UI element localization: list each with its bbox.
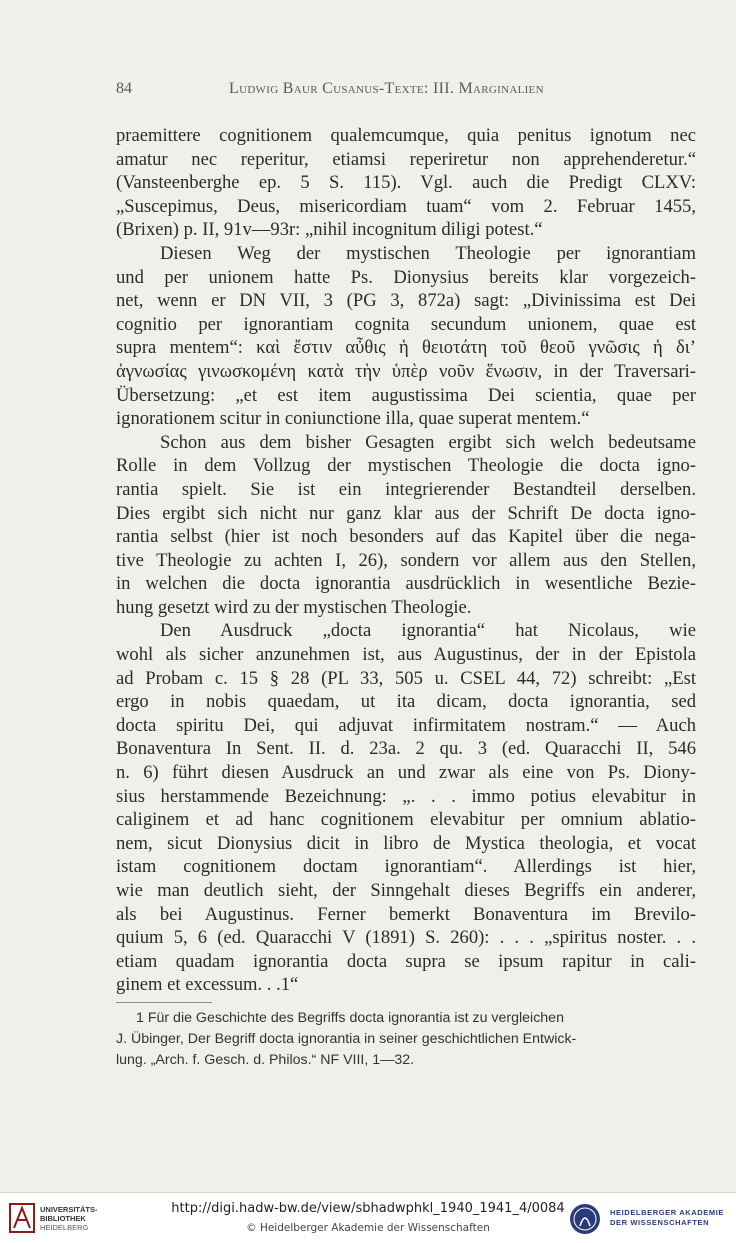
text-line: „Suscepimus, Deus, misericordiam tuam“ vom 2. Februar 1455, bbox=[116, 195, 696, 217]
text-line: Übersetzung: „et est item augustissima Dei scientia, quae per bbox=[116, 384, 696, 406]
text-line: Den Ausdruck „docta ignorantia“ hat Nicolaus, wie bbox=[160, 620, 696, 642]
text-line: Schon aus dem bisher Gesagten ergibt sich welch bedeutsame bbox=[160, 431, 696, 453]
text-line: ergo in nobis quaedam, ut ita dicam, docta ignorantia, sed bbox=[116, 691, 696, 713]
text-line: cognitio per ignorantiam cognita secundum unionem, quae est bbox=[116, 313, 696, 335]
body-text bbox=[116, 124, 696, 997]
text-line: hung gesetzt wird zu der mystischen Theologie. bbox=[116, 596, 472, 618]
page-number: 84 bbox=[116, 80, 132, 97]
text-line: supra mentem“: καὶ ἔστιν αὖθις ἡ θειοτάτη τοῦ θεοῦ γνῶσις ἡ δι’ bbox=[116, 337, 696, 359]
text-line: etiam quadam ignorantia docta supra se ipsum rapitur in cali- bbox=[116, 950, 696, 972]
footnotes bbox=[116, 1008, 696, 1071]
text-line: docta spiritu Dei, qui adjuvat infirmitatem nostram.“ — Auch bbox=[116, 714, 696, 736]
text-line: tive Theologie zu achten I, 26), sondern vor allem aus den Stellen, bbox=[116, 549, 696, 571]
text-line: als bei Augustinus. Ferner bemerkt Bonaventura im Brevilo- bbox=[116, 903, 696, 925]
text-line: rantia selbst (hier ist noch besonders auf das Kapitel über die nega- bbox=[116, 526, 696, 548]
text-line: (Vansteenberghe ep. 5 S. 115). Vgl. auch die Predigt CLXV: bbox=[116, 172, 696, 194]
footnote-divider bbox=[116, 1002, 212, 1003]
text-line: caliginem et ad hanc cognitionem elevabitur per omnium ablatio- bbox=[116, 809, 696, 831]
text-line: ad Probam c. 15 § 28 (PL 33, 505 u. CSEL 44, 72) schreibt: „Est bbox=[116, 667, 696, 689]
footnote-line: lung. „Arch. f. Gesch. d. Philos.“ NF VIII, 1—32. bbox=[116, 1052, 415, 1068]
text-line: und per unionem hatte Ps. Dionysius bereits klar vorgezeich- bbox=[116, 266, 696, 288]
text-line: ignorationem scitur in coniunctione illa, quae superat mentem.“ bbox=[116, 408, 590, 430]
text-line: quium 5, 6 (ed. Quaracchi V (1891) S. 260): . . . „spiritus noster. . . bbox=[116, 927, 696, 949]
text-line: sius herstammende Bezeichnung: „. . . immo potius elevabitur in bbox=[116, 785, 696, 807]
running-title: Ludwig Baur Cusanus-Texte: III. Marginalien bbox=[229, 80, 544, 97]
text-line: Rolle in dem Vollzug der mystischen Theologie die docta igno- bbox=[116, 455, 696, 477]
text-line: Diesen Weg der mystischen Theologie per ignorantiam bbox=[160, 242, 696, 264]
text-line: ἀγνωσίας γινωσκομένη κατὰ τὴν ὑπὲρ νοῦν ἕνωσιν, in der Traversari- bbox=[116, 360, 696, 382]
academy-name: HEIDELBERGER AKADEMIE DER WISSENSCHAFTEN bbox=[610, 1208, 724, 1227]
footnote-line: 1 Für die Geschichte des Begriffs docta ignorantia ist zu vergleichen bbox=[136, 1010, 564, 1026]
text-line: istam cognitionem doctam ignorantiam“. Allerdings ist hier, bbox=[116, 856, 696, 878]
text-line: Bonaventura In Sent. II. d. 23a. 2 qu. 3 (ed. Quaracchi II, 546 bbox=[116, 738, 696, 760]
text-line: wohl als sicher anzunehmen ist, aus Augustinus, der in der Epistola bbox=[116, 644, 696, 666]
text-line: wie man deutlich sieht, der Sinngehalt dieses Begriffs ein anderer, bbox=[116, 880, 696, 901]
text-line: Dies ergibt sich nicht nur ganz klar aus der Schrift De docta igno- bbox=[116, 502, 696, 524]
copyright-notice: © Heidelberger Akademie der Wissenschaften bbox=[246, 1222, 490, 1234]
text-line: n. 6) führt diesen Ausdruck an und zwar als eine von Ps. Diony- bbox=[116, 762, 696, 784]
text-line: ginem et excessum. . .1“ bbox=[116, 974, 299, 996]
permalink-url[interactable]: http://digi.hadw-bw.de/view/sbhadwphkl_1940_1941_4/0084 bbox=[171, 1201, 565, 1216]
viewer-footer bbox=[0, 1192, 736, 1243]
footnote-line: J. Übinger, Der Begriff docta ignorantia in seiner geschichtlichen Entwick- bbox=[116, 1031, 577, 1047]
text-line: net, wenn er DN VII, 3 (PG 3, 872a) sagt: „Divinissima est Dei bbox=[116, 290, 696, 312]
text-line: nem, sicut Dionysius dicit in libro de Mystica theologia, et vocat bbox=[116, 832, 696, 854]
library-name: UNIVERSITÄTS- BIBLIOTHEK HEIDELBERG bbox=[40, 1205, 98, 1232]
text-line: (Brixen) p. II, 91v—93r: „nihil incognitum diligi potest.“ bbox=[116, 219, 543, 241]
academy-seal-icon bbox=[568, 1202, 602, 1236]
text-line: rantia spielt. Sie ist ein integrierender Bestandteil derselben. bbox=[116, 478, 696, 500]
text-line: praemittere cognitionem qualemcumque, quia penitus ignotum nec bbox=[116, 125, 696, 146]
text-line: amatur nec reperitur, etiamsi reperiretur non apprehenderetur.“ bbox=[116, 148, 696, 170]
text-line: in welchen die docta ignorantia ausdrücklich in wesentliche Bezie- bbox=[116, 573, 696, 595]
